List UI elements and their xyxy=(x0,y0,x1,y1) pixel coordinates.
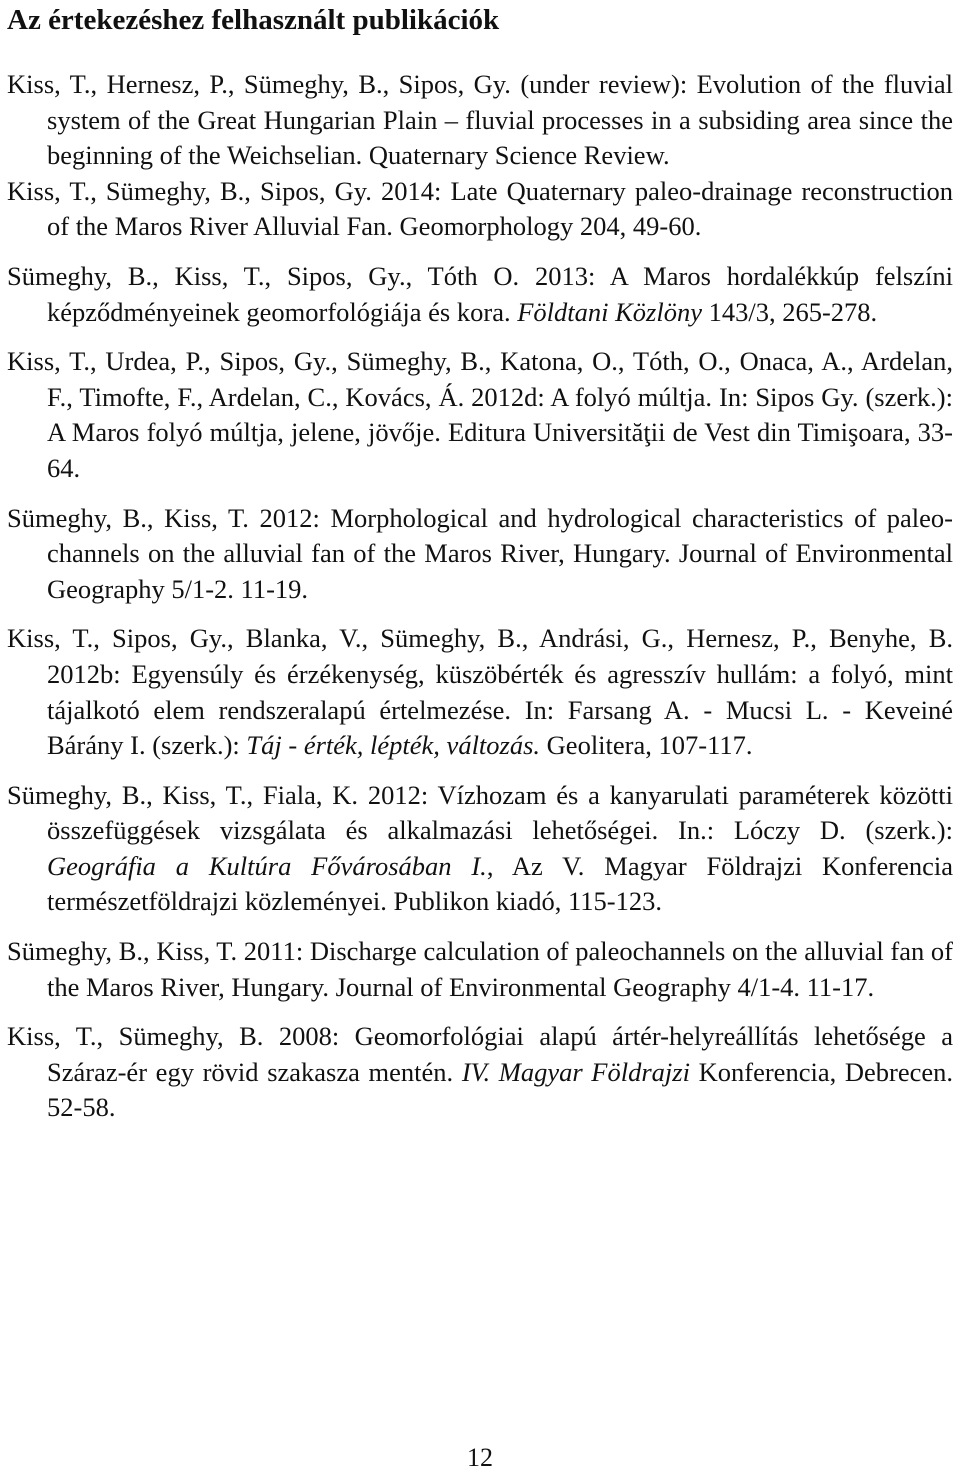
reference-text: Kiss, T., Sümeghy, B., Sipos, Gy. 2014: Late Quaternary paleo-drainage reconstruction of the Maros River Alluvial Fan. Geomorphology 204, 49-60. xyxy=(7,175,953,242)
reference-journal: Táj - érték, lépték, változás. xyxy=(246,730,541,761)
reference-item-6 xyxy=(7,621,953,763)
reference-journal: Geográfia a Kultúra Fővárosában I. xyxy=(47,850,487,881)
reference-text: Sümeghy, B., Kiss, T., Fiala, K. 2012: Vízhozam és a kanyarulati paraméterek közötti összefüggések vizsgálata és alkalmazási lehetőségei. In.: Lóczy D. (szerk.): xyxy=(7,779,953,846)
reference-list xyxy=(7,67,953,1126)
reference-text: Sümeghy, B., Kiss, T. 2011: Discharge calculation of paleochannels on the alluvial fan of the Maros River, Hungary. Journal of Environmental Geography 4/1-4. 11-17. xyxy=(7,936,953,1002)
reference-item-3 xyxy=(7,259,953,330)
reference-text: Kiss, T., Hernesz, P., Sümeghy, B., Sipos, Gy. (under review): Evolution of the fluvial system of the Great Hungarian Plain – fluvial processes in a subsiding area since the beginning of the Weichselian. Quaternary Science Review. xyxy=(7,69,953,171)
reference-journal: Földtani Közlöny xyxy=(517,296,702,327)
reference-journal: IV. Magyar Földrajzi xyxy=(461,1056,690,1087)
reference-text: Sümeghy, B., Kiss, T. 2012: Morphological and hydrological characteristics of paleo-channels on the alluvial fan of the Maros River, Hungary. Journal of Environmental Geography 5/1-2. 11-19. xyxy=(7,502,953,604)
reference-text: Sümeghy, B., Kiss, T., Sipos, Gy., Tóth O. 2013: A Maros hordalékkúp felszíni képződményeinek geomorfológiája és kora. xyxy=(7,260,953,327)
reference-item-5 xyxy=(7,501,953,608)
page-heading: Az értekezéshez felhasznált publikációk xyxy=(7,4,500,36)
reference-item-2 xyxy=(7,174,953,245)
reference-text-tail: 143/3, 265-278. xyxy=(701,296,878,327)
reference-item-1 xyxy=(7,67,953,174)
reference-text-tail: Konferencia, Debrecen. 52-58. xyxy=(47,1056,954,1123)
reference-item-7 xyxy=(7,778,953,920)
reference-text: Kiss, T., Sümeghy, B. 2008: Geomorfológiai alapú ártér-helyreállítás lehetősége a Száraz-ér egy rövid szakasza mentén. xyxy=(7,1021,953,1087)
reference-text: Kiss, T., Urdea, P., Sipos, Gy., Sümeghy, B., Katona, O., Tóth, O., Onaca, A., Ardelan, F., Timofte, F., Ardelan, C., Kovács, Á. 2012d: A folyó múltja. In: Sipos Gy. (szerk.): A Maros folyó múltja, jelene, jövője. Editura Universităţii de Vest din Timişoara, 33-64. xyxy=(7,346,953,483)
reference-text-tail: Geolitera, 107-117. xyxy=(540,730,753,761)
reference-text: Kiss, T., Sipos, Gy., Blanka, V., Sümeghy, B., Andrási, G., Hernesz, P., Benyhe, B. 2012b: Egyensúly és érzékenység, küszöbérték és agresszív hullám: a folyó, mint tájalkotó elem rendszeralapú értelmezése. In: Farsang A. - Mucsi L. - Keveiné Bárány I. (szerk.): xyxy=(7,623,953,761)
reference-item-9 xyxy=(7,1019,953,1126)
reference-item-8 xyxy=(7,934,953,1005)
reference-item-4 xyxy=(7,344,953,486)
page-number: 12 xyxy=(467,1443,493,1472)
reference-text-tail: , Az V. Magyar Földrajzi Konferencia természetföldrajzi közleményei. Publikon kiadó, 115-123. xyxy=(47,850,953,917)
